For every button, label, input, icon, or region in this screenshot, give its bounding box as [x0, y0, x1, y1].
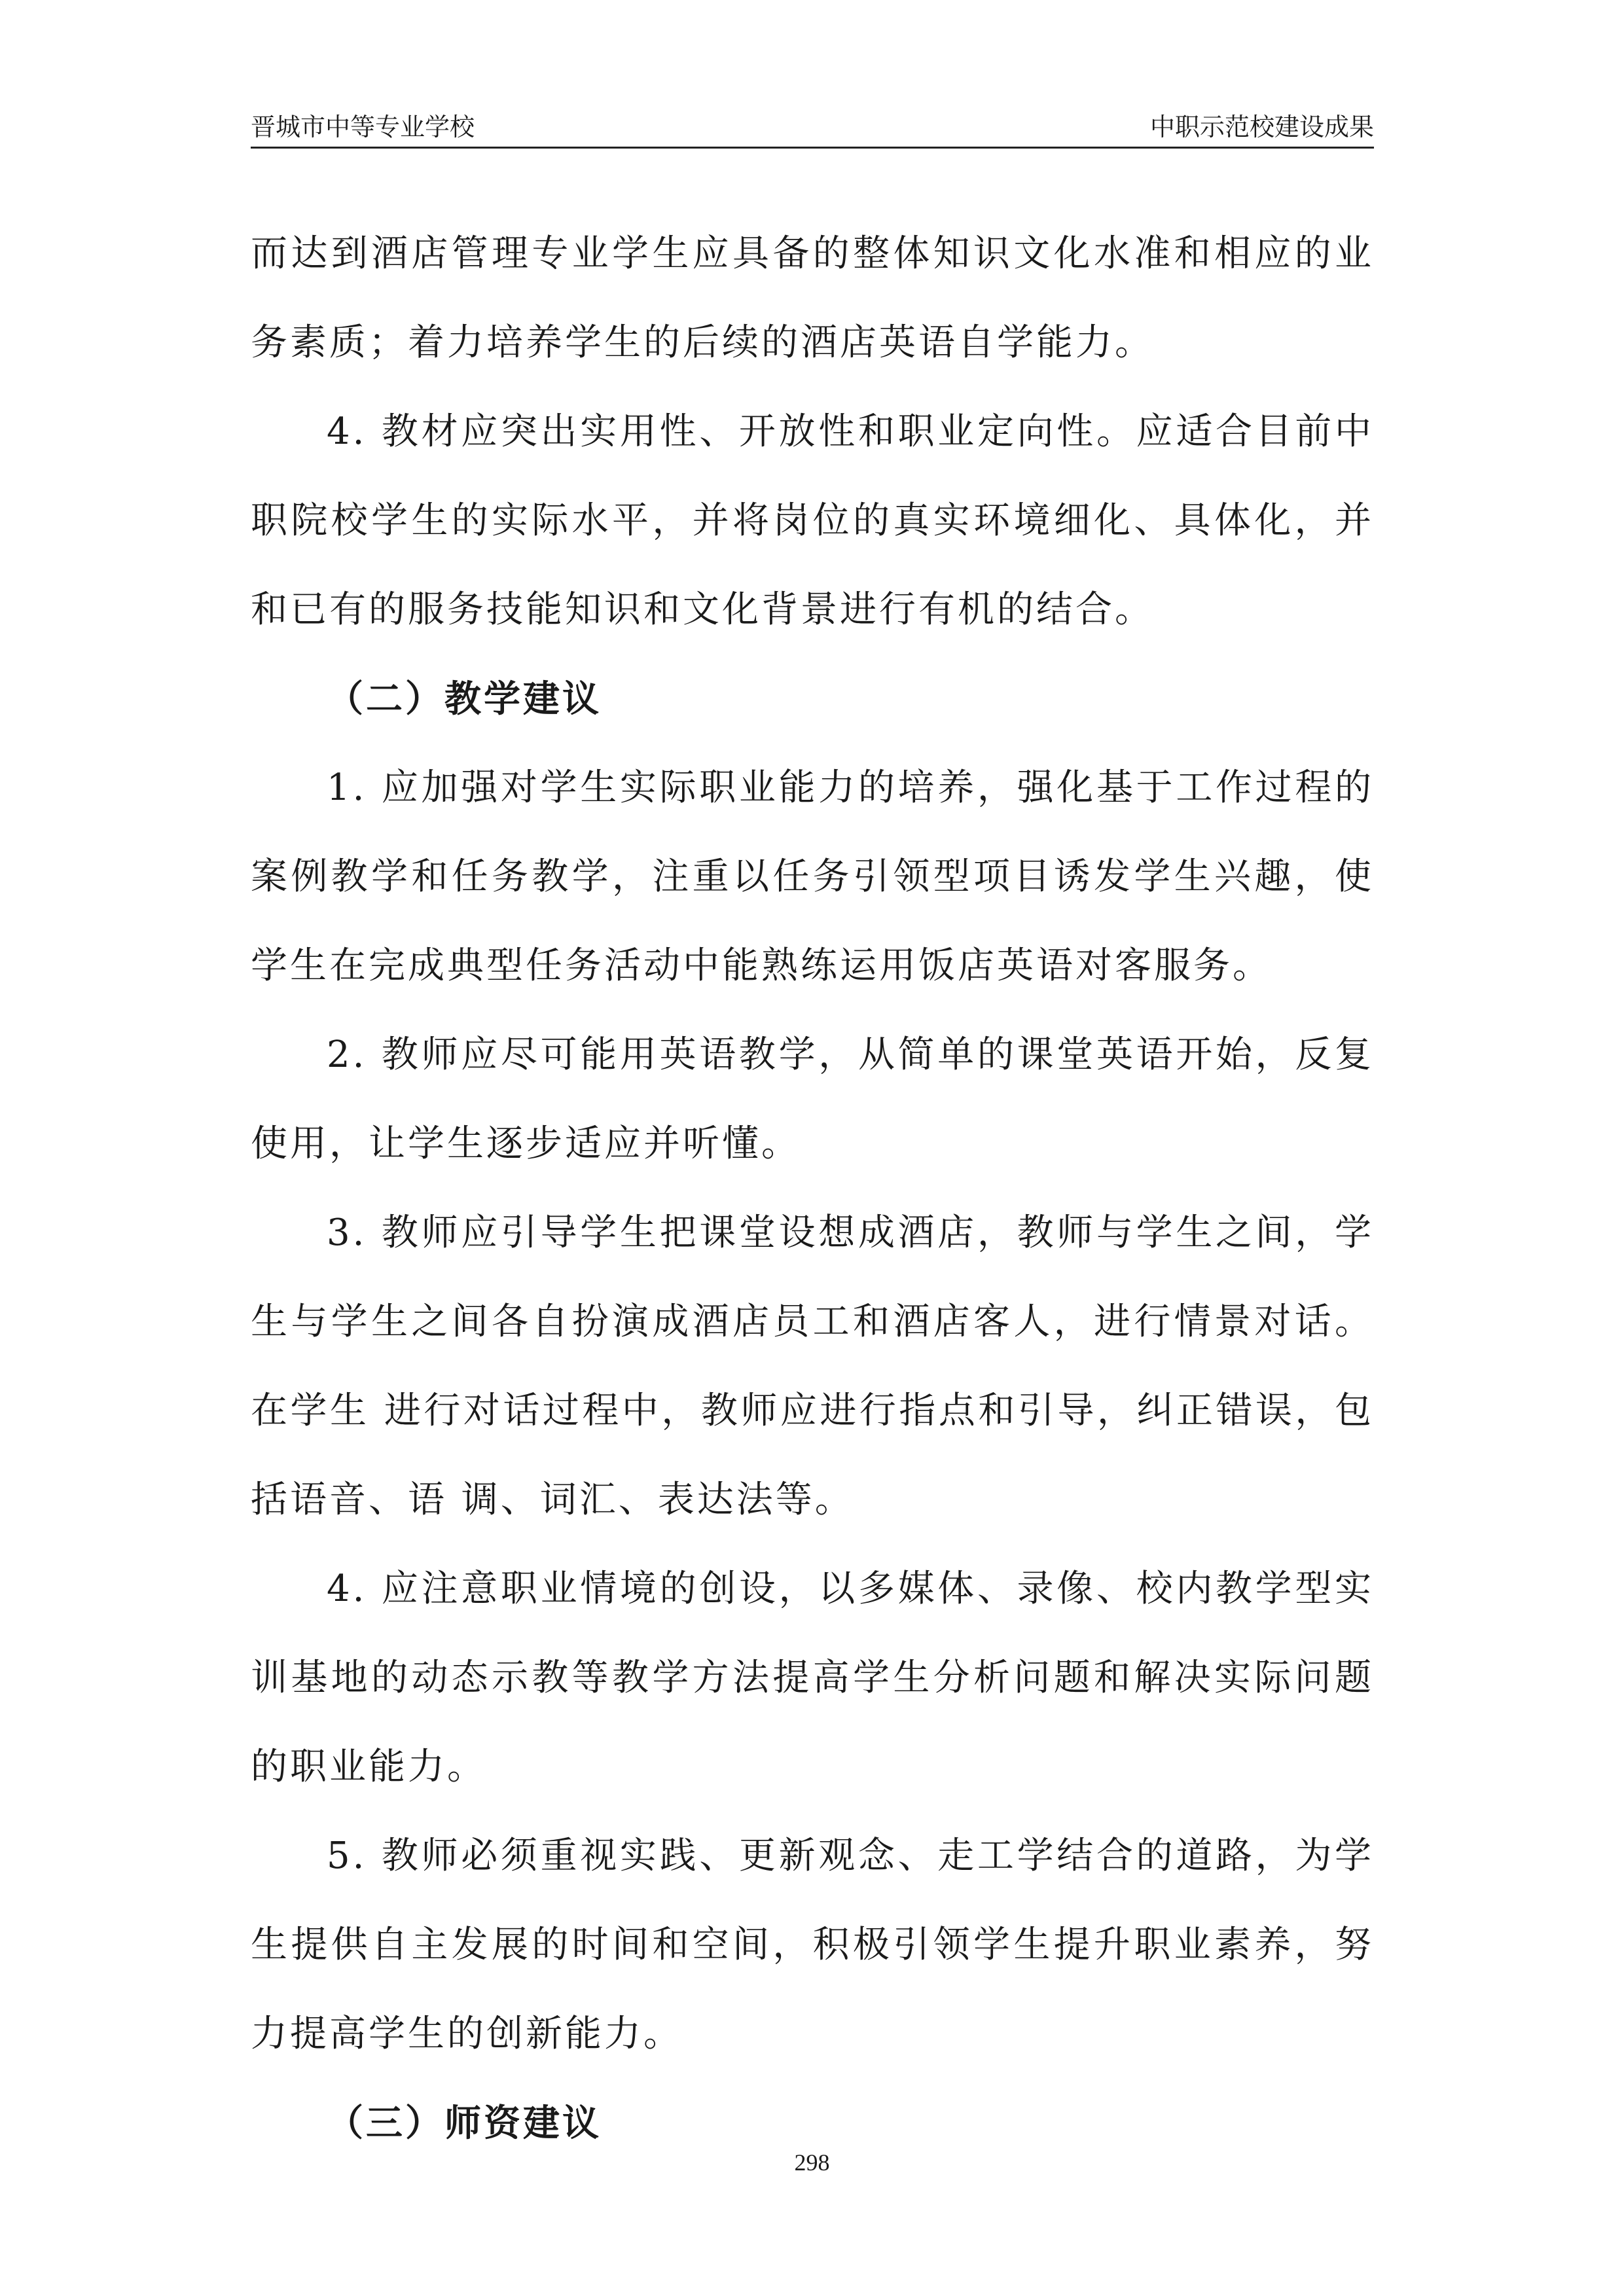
page-number: 298: [794, 2149, 830, 2176]
page-body: [251, 209, 1374, 2168]
paragraph-item-5: 5. 教师必须重视实践、更新观念、走工学结合的道路，为学生提供自主发展的时间和空间，积极引领学生提升职业素养，努力提高学生的创新能力。: [251, 1835, 1374, 2055]
header-school-name: 晋城市中等专业学校: [251, 113, 475, 141]
paragraph-item-4: 4. 应注意职业情境的创设，以多媒体、录像、校内教学型实训基地的动态示教等教学方法提高学生分析问题和解决实际问题的职业能力。: [251, 1568, 1374, 1788]
page-header: [251, 110, 1374, 149]
section-heading-teacher-suggestions: （三）师资建议: [327, 2102, 602, 2145]
paragraph-continuation: 而达到酒店管理专业学生应具备的整体知识文化水准和相应的业务素质；着力培养学生的后续的酒店英语自学能力。: [251, 232, 1374, 364]
paragraph-item-2: 2. 教师应尽可能用英语教学，从简单的课堂英语开始，反复使用，让学生逐步适应并听懂。: [251, 1033, 1374, 1165]
section-heading-teaching-suggestions: （二）教学建议: [327, 677, 602, 721]
paragraph-item-3: 3. 教师应引导学生把课堂设想成酒店，教师与学生之间，学生与学生之间各自扮演成酒店员工和酒店客人，进行情景对话。在学生 进行对话过程中，教师应进行指点和引导，纠正错误，包括语音、语 调、词汇、表达法等。: [251, 1211, 1374, 1521]
paragraph-item-1: 1. 应加强对学生实际职业能力的培养，强化基于工作过程的案例教学和任务教学，注重以任务引领型项目诱发学生兴趣，使学生在完成典型任务活动中能熟练运用饭店英语对客服务。: [251, 766, 1374, 987]
paragraph-item-4-materials: 4. 教材应突出实用性、开放性和职业定向性。应适合目前中职院校学生的实际水平，并将岗位的真实环境细化、具体化，并和已有的服务技能知识和文化背景进行有机的结合。: [251, 410, 1374, 631]
header-section-title: 中职示范校建设成果: [1149, 113, 1374, 141]
